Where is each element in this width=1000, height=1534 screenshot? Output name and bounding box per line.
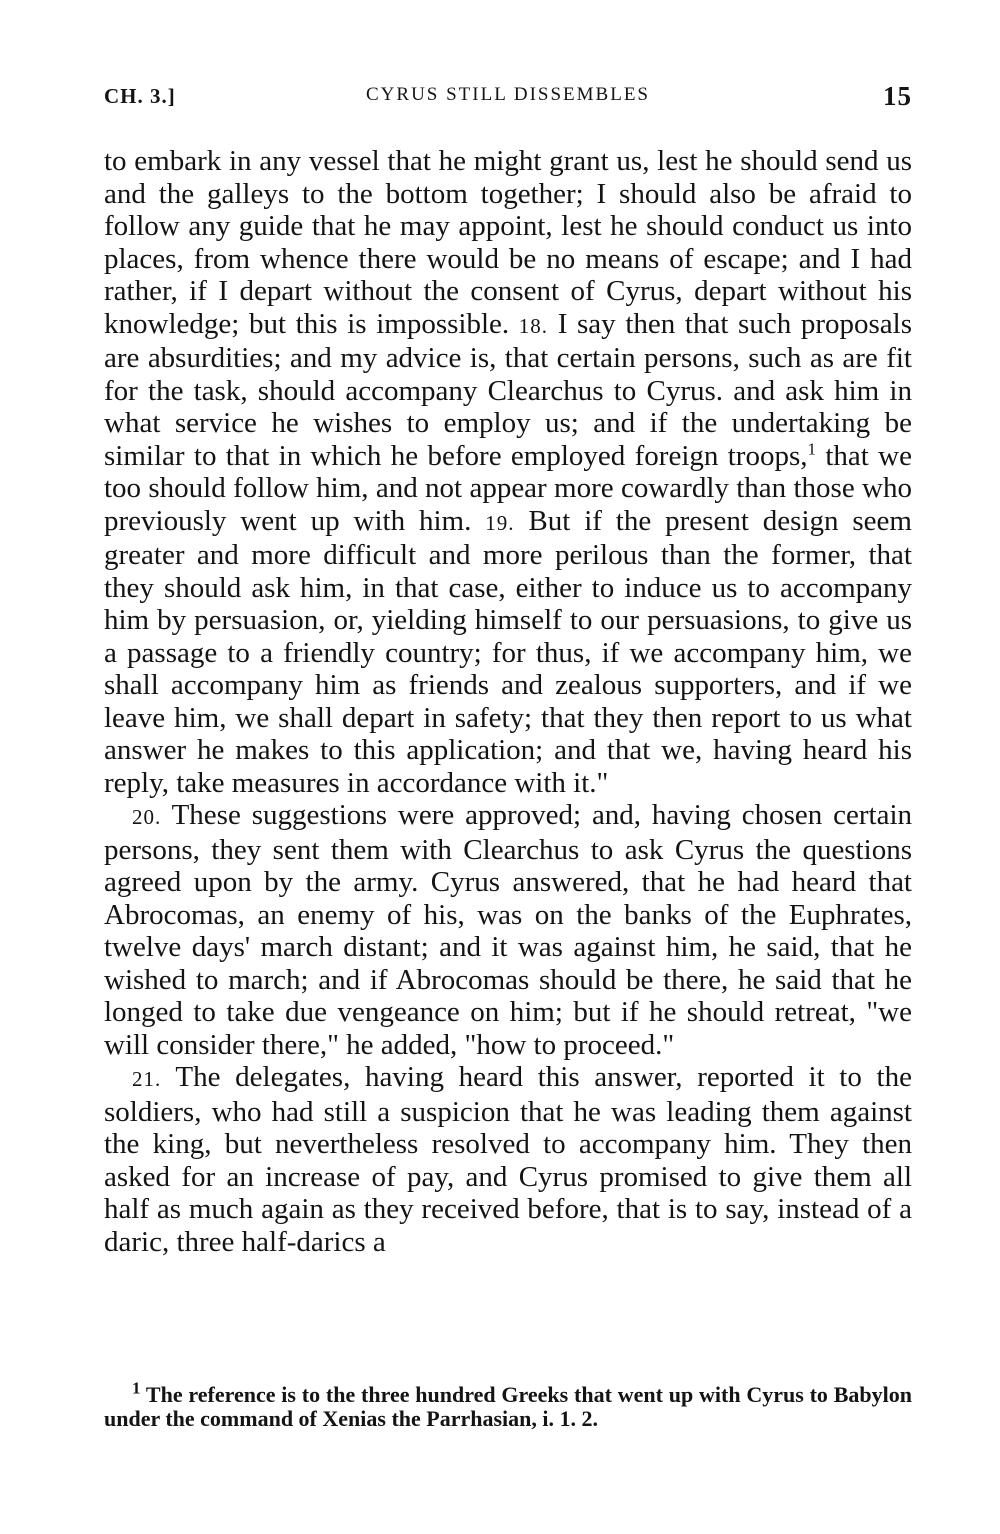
- footnote-text: The reference is to the three hundred Greeks that went up with Cyrus to Babylon under the command of Xenias the Parrhasian, i. 1. 2.: [104, 1382, 912, 1431]
- section-number-21: 21.: [132, 1067, 162, 1091]
- chapter-label: CH. 3.]: [104, 84, 176, 108]
- paragraph-1-text-b: I say then that such proposals are absurdities; and my advice is, that certain persons, such as are fit for the task, should accompany Clearchus to Cyrus. and ask him in what service he wishes to employ us; and if the undertaking be similar to that in which he before employed foreign troops,: [104, 307, 913, 472]
- running-header: [104, 81, 912, 114]
- footnote-paragraph: [104, 1378, 912, 1431]
- paragraph-1-text-d: But if the present design seem greater and more difficult and more perilous than the former, that they should ask him, in that case, either to induce us to accompany him by persuasion, or, yielding himself to our persuasions, to give us a passage to a friendly country; for thus, if we accompany him, we shall accompany him as friends and zealous supporters, and if we leave him, we shall depart in safety; that they then report to us what answer he makes to this application; and that we, having heard his reply, take measures in accordance with it.": [104, 504, 912, 799]
- paragraph-1-text-c: that we too should follow him, and not appear more cowardly than those who previously went up with him.: [104, 439, 912, 537]
- section-number-18: 18.: [518, 313, 549, 338]
- footnote-marker: 1: [132, 1378, 141, 1398]
- paragraph-1: [104, 145, 912, 799]
- footnote: [104, 1378, 912, 1431]
- body-text: [104, 145, 912, 1258]
- paragraph-3-text: The delegates, having heard this answer, reported it to the soldiers, who had still a suspicion that he was leading them against the king, but nevertheless resolved to accompany him. They then asked for an increase of pay, and Cyrus promised to give them all half as much again as they received before, that is to say, instead of a daric, three half-darics a: [104, 1061, 912, 1258]
- page-number: 15: [883, 81, 912, 111]
- paragraph-2-text: These suggestions were approved; and, having chosen certain persons, they sent them with Clearchus to ask Cyrus the questions agreed upon by the army. Cyrus answered, that he had heard that Abrocomas, an enemy of his, was on the banks of the Euphrates, twelve days' march distant; and it was against him, he said, that he wished to march; and if Abrocomas should be there, he said that he longed to take due vengeance on him; but if he should retreat, "we will consider there," he added, "how to proceed.": [104, 799, 912, 1061]
- paragraph-3: [104, 1061, 912, 1258]
- paragraph-2: [104, 799, 912, 1061]
- section-number-20: 20.: [132, 805, 162, 829]
- section-number-19: 19.: [485, 510, 515, 535]
- running-title: CYRUS STILL DISSEMBLES: [366, 84, 650, 105]
- footnote-reference: 1: [807, 438, 816, 458]
- paragraph-1-text-a: to embark in any vessel that he might grant us, lest he should send us and the galleys to the bottom together; I should also be afraid to follow any guide that he may appoint, lest he should conduct us into places, from whence there would be no means of escape; and I had rather, if I depart without the consent of Cyrus, depart without his knowledge; but this is impossible.: [104, 145, 912, 340]
